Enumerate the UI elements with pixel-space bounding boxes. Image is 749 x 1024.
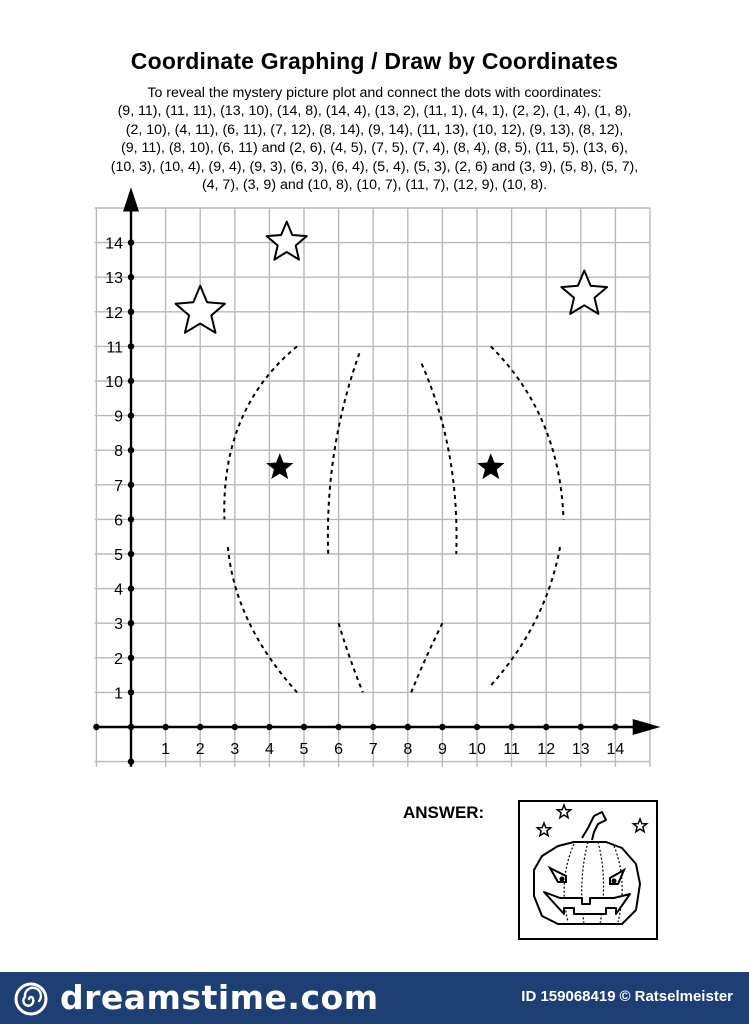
y-tick-label: 9 — [114, 408, 123, 426]
y-axis-dot — [128, 412, 134, 418]
page-title: Coordinate Graphing / Draw by Coordinates — [130, 48, 619, 74]
x-axis-dot — [197, 724, 203, 730]
axes — [93, 187, 660, 767]
y-axis-dot — [128, 482, 134, 488]
x-axis-dot — [612, 724, 618, 730]
instructions-line: (10, 3), (10, 4), (9, 4), (9, 3), (6, 3), (6, 4), (5, 4), (5, 3), (2, 6) and (3, 9), (5, 8), (5, 7), — [110, 158, 639, 175]
answer-label: ANSWER: — [403, 803, 485, 822]
author-name[interactable]: Ratselmeister — [634, 988, 733, 1005]
x-axis-dot — [93, 724, 99, 730]
x-axis-dot — [543, 724, 549, 730]
pumpkin-guide-curve — [422, 364, 457, 554]
y-tick-label: 12 — [105, 304, 123, 322]
image-id: ID 159068419 — [521, 988, 616, 1005]
instructions-line: (4, 7), (3, 9) and (10, 8), (10, 7), (11, 7), (12, 9), (10, 8). — [201, 177, 548, 194]
y-axis-arrow-icon — [123, 187, 139, 211]
y-axis-dot — [128, 274, 134, 280]
footer-bar — [0, 972, 749, 1024]
x-axis-dot — [128, 724, 134, 730]
x-axis-dot — [474, 724, 480, 730]
y-axis-dot — [128, 620, 134, 626]
y-axis-dot — [128, 378, 134, 384]
pumpkin-guide-curve — [491, 547, 560, 685]
pumpkin-guide-curve — [228, 547, 297, 692]
x-tick-label: 1 — [161, 741, 171, 758]
x-tick-label: 3 — [230, 741, 240, 758]
star-filled-icon — [267, 455, 292, 479]
star-filled-icon — [479, 455, 504, 479]
x-tick-label: 8 — [403, 741, 413, 758]
y-axis-dot — [128, 689, 134, 695]
x-tick-label: 7 — [368, 741, 378, 758]
x-axis-dot — [405, 724, 411, 730]
y-tick-label: 6 — [114, 512, 123, 530]
y-axis-dot — [128, 655, 134, 661]
x-axis-dot — [266, 724, 272, 730]
x-axis-dot — [301, 724, 307, 730]
x-tick-label: 14 — [606, 741, 625, 758]
footer-id — [521, 988, 733, 1005]
pumpkin-guide-curve — [328, 353, 359, 554]
x-axis-dot — [335, 724, 341, 730]
y-axis-dot — [128, 516, 134, 522]
y-axis-dot — [128, 239, 134, 245]
footer-brand[interactable]: dreamstime.com — [60, 978, 379, 1017]
x-tick-label: 6 — [334, 741, 344, 758]
stars — [176, 222, 608, 478]
pumpkin-guide-curve — [491, 346, 564, 519]
x-tick-label: 11 — [503, 741, 520, 758]
y-tick-label: 14 — [105, 235, 123, 253]
instructions-line: To reveal the mystery picture plot and connect the dots with coordinates: — [147, 85, 602, 101]
y-tick-label: 4 — [114, 581, 123, 599]
y-axis-dot — [128, 585, 134, 591]
x-tick-label: 13 — [571, 741, 590, 758]
y-axis-dot — [128, 758, 134, 764]
x-tick-label: 9 — [437, 741, 447, 758]
dreamstime-logo-icon — [14, 982, 48, 1016]
y-axis-dot — [128, 551, 134, 557]
instructions-line: (9, 11), (11, 11), (13, 10), (14, 8), (14, 4), (13, 2), (11, 1), (4, 1), (2, 2), (1, 4), (1, 8), — [117, 103, 632, 120]
x-tick-label: 5 — [299, 741, 309, 758]
answer-thumbnail — [518, 800, 658, 940]
x-tick-label: 10 — [468, 741, 486, 758]
instructions-line: (2, 10), (4, 11), (6, 11), (7, 12), (8, 14), (9, 14), (11, 13), (10, 12), (9, 13), (8, 12), — [125, 121, 624, 138]
star-outline-icon — [267, 222, 307, 260]
x-axis-dot — [162, 724, 168, 730]
x-axis-dot — [232, 724, 238, 730]
y-tick-label: 11 — [106, 339, 123, 357]
x-axis-dot — [508, 724, 514, 730]
y-tick-label: 3 — [114, 616, 123, 634]
x-axis-arrow-icon — [633, 719, 661, 735]
y-axis-dot — [128, 343, 134, 349]
x-axis-dot — [370, 724, 376, 730]
x-axis-dot — [578, 724, 584, 730]
x-axis-dot — [439, 724, 445, 730]
x-tick-label: 2 — [195, 741, 205, 758]
instructions-line: (9, 11), (8, 10), (6, 11) and (2, 6), (4, 5), (7, 5), (7, 4), (8, 4), (8, 5), (11, 5), (13, 6), — [121, 140, 628, 157]
y-tick-label: 13 — [105, 270, 123, 288]
y-tick-label: 7 — [114, 477, 123, 495]
x-tick-label: 12 — [537, 741, 556, 758]
y-tick-label: 10 — [105, 374, 123, 391]
y-axis-dot — [128, 309, 134, 315]
copyright-icon: © — [619, 988, 631, 1005]
y-tick-label: 2 — [114, 650, 123, 668]
y-tick-label: 1 — [114, 685, 123, 703]
x-tick-label: 4 — [264, 741, 274, 758]
y-tick-label: 5 — [114, 547, 123, 564]
y-axis-dot — [128, 447, 134, 453]
y-tick-label: 8 — [114, 443, 123, 461]
